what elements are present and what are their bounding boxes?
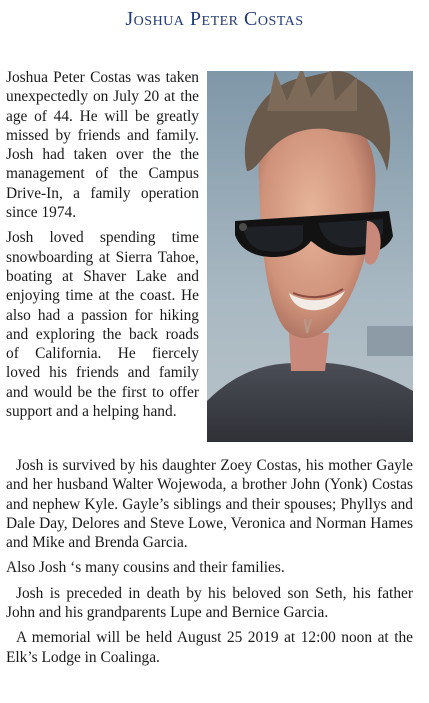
page-title: Joshua Peter Costas: [125, 8, 304, 30]
memorial-paragraph: A memorial will be held August 25 2019 at 12:00 noon at the Elk’s Lodge in Coalinga.: [6, 629, 413, 666]
preceded-by-paragraph: Josh is preceded in death by his beloved son Seth, his father John and his grandparents Lupe and Bernice Garcia.: [6, 584, 413, 622]
portrait-photo: [207, 71, 413, 442]
obituary-intro: [6, 68, 199, 427]
survived-by-paragraph: Josh is survived by his daughter Zoey Costas, his mother Gayle and her husband Walter Wojewoda, a brother John (Yonk) Costas and nephew Kyle. Gayle’s siblings and their spouses; Phyllys and Dale Day, Delores and Steve Lowe, Veronica and Norman Hames and Mike and Brenda Garcia.: [6, 457, 413, 552]
intro-paragraph-2: Josh loved spending time snowboarding at Sierra Tahoe, boating at Shaver Lake and enjoying time at the coast. He also had a passion for hiking and exploring the back roads of California. He fiercely loved his friends and family and would be the first to offer support and a helping hand.: [6, 229, 199, 421]
cousins-paragraph: Also Josh ‘s many cousins and their families.: [6, 559, 285, 577]
intro-paragraph-1: Joshua Peter Costas was taken unexpectedly on July 20 at the age of 44. He will be greatly missed by friends and family. Josh had taken over the the management of the Campus Drive-In, a family operation since 1974.: [6, 69, 199, 222]
obituary-details: [6, 456, 413, 673]
